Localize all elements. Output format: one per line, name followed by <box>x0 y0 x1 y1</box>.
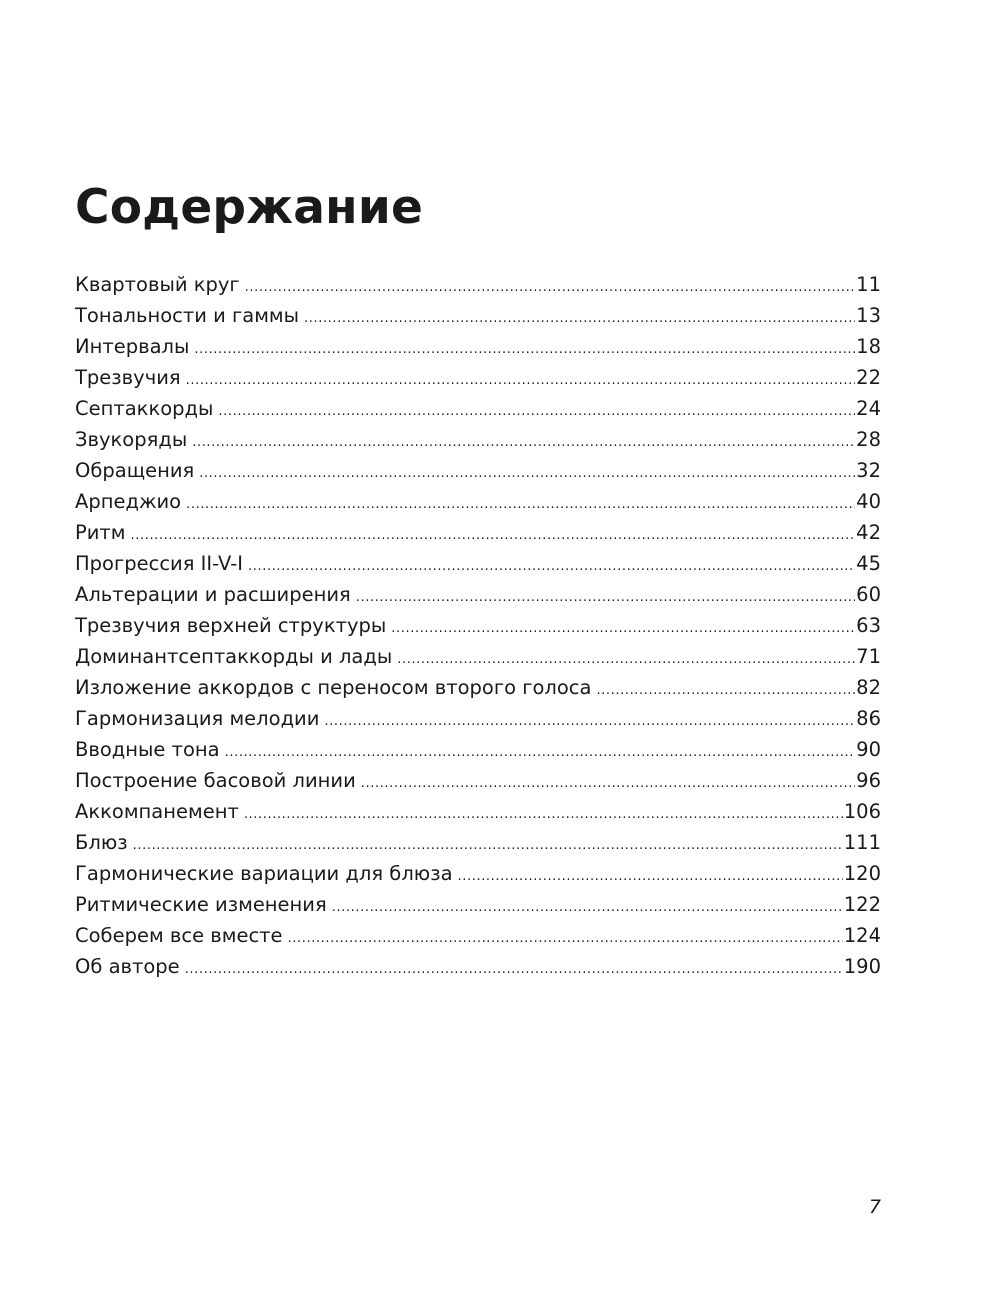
toc-entry[interactable] <box>75 827 881 858</box>
toc-leader-dots <box>332 892 843 923</box>
toc-entry-title: Об авторе <box>75 955 180 978</box>
toc-entry[interactable] <box>75 641 881 672</box>
toc-entry-title: Арпеджио <box>75 490 182 513</box>
toc-entry-title: Трезвучия верхней структуры <box>75 614 387 637</box>
toc-entry-title: Септаккорды <box>75 397 214 420</box>
toc-leader-dots <box>596 675 855 706</box>
toc-entry-page: 32 <box>856 459 881 482</box>
toc-entry[interactable] <box>75 486 881 517</box>
toc-entry-title: Тональности и гаммы <box>75 304 300 327</box>
toc-entry-page: 22 <box>856 366 881 389</box>
toc-entry[interactable] <box>75 579 881 610</box>
toc-entry[interactable] <box>75 610 881 641</box>
toc-leader-dots <box>199 458 855 489</box>
toc-entry[interactable] <box>75 951 881 982</box>
toc-entry[interactable] <box>75 920 881 951</box>
toc-entry[interactable] <box>75 765 881 796</box>
toc-entry-title: Интервалы <box>75 335 190 358</box>
toc-entry[interactable] <box>75 517 881 548</box>
toc-entry-page: 190 <box>843 955 881 978</box>
toc-entry[interactable] <box>75 300 881 331</box>
toc-entry-title: Соберем все вместе <box>75 924 283 947</box>
page-number: 7 <box>868 1196 881 1218</box>
toc-entry-title: Прогрессия II-V-I <box>75 552 244 575</box>
toc-entry-page: 82 <box>856 676 881 699</box>
toc-entry-page: 40 <box>856 490 881 513</box>
toc-leader-dots <box>458 861 843 892</box>
toc-leader-dots <box>218 396 855 427</box>
toc-leader-dots <box>397 644 855 675</box>
toc-entry-page: 13 <box>856 304 881 327</box>
toc-entry-page: 42 <box>856 521 881 544</box>
toc-entry[interactable] <box>75 672 881 703</box>
toc-leader-dots <box>391 613 855 644</box>
toc-entry-title: Изложение аккордов с переносом второго голоса <box>75 676 592 699</box>
toc-leader-dots <box>324 706 855 737</box>
toc-entry-page: 120 <box>843 862 881 885</box>
toc-entry-title: Вводные тона <box>75 738 220 761</box>
toc-leader-dots <box>356 582 855 613</box>
toc-entry[interactable] <box>75 734 881 765</box>
toc-entry-title: Блюз <box>75 831 128 854</box>
toc-entry-page: 28 <box>856 428 881 451</box>
toc-entry-title: Гармонизация мелодии <box>75 707 320 730</box>
toc-entry-page: 11 <box>856 273 881 296</box>
toc-entry-page: 71 <box>856 645 881 668</box>
toc-entry-title: Звукоряды <box>75 428 188 451</box>
toc-entry-title: Аккомпанемент <box>75 800 239 823</box>
toc-entry[interactable] <box>75 393 881 424</box>
toc-entry-page: 106 <box>843 800 881 823</box>
toc-entry-page: 24 <box>856 397 881 420</box>
toc-entry[interactable] <box>75 858 881 889</box>
toc-leader-dots <box>133 830 843 861</box>
toc-entry-page: 18 <box>856 335 881 358</box>
toc-entry[interactable] <box>75 889 881 920</box>
toc-entry-page: 122 <box>843 893 881 916</box>
toc-leader-dots <box>245 272 856 303</box>
toc-leader-dots <box>244 799 843 830</box>
toc-entry-title: Ритмические изменения <box>75 893 327 916</box>
toc-leader-dots <box>361 768 855 799</box>
toc-entry[interactable] <box>75 455 881 486</box>
toc-entry-title: Гармонические вариации для блюза <box>75 862 453 885</box>
toc-entry-page: 63 <box>856 614 881 637</box>
toc-leader-dots <box>186 365 856 396</box>
toc-entry-page: 45 <box>856 552 881 575</box>
toc-entry-title: Альтерации и расширения <box>75 583 351 606</box>
toc-entry-page: 90 <box>856 738 881 761</box>
toc-entry-title: Обращения <box>75 459 195 482</box>
toc-entry[interactable] <box>75 362 881 393</box>
toc-entry[interactable] <box>75 796 881 827</box>
toc-entry[interactable] <box>75 703 881 734</box>
page-title: Содержание <box>75 180 424 235</box>
toc-leader-dots <box>248 551 855 582</box>
toc-leader-dots <box>225 737 856 768</box>
toc-leader-dots <box>288 923 843 954</box>
toc-entry-title: Построение басовой линии <box>75 769 356 792</box>
toc-leader-dots <box>186 489 855 520</box>
toc-entry-page: 124 <box>843 924 881 947</box>
toc-leader-dots <box>194 334 855 365</box>
toc-entry-title: Ритм <box>75 521 126 544</box>
table-of-contents <box>75 269 881 982</box>
toc-entry-title: Квартовый круг <box>75 273 240 296</box>
toc-leader-dots <box>304 303 855 334</box>
toc-entry[interactable] <box>75 269 881 300</box>
toc-leader-dots <box>131 520 856 551</box>
toc-entry-page: 86 <box>856 707 881 730</box>
toc-entry[interactable] <box>75 424 881 455</box>
toc-entry-page: 111 <box>843 831 881 854</box>
toc-entry[interactable] <box>75 548 881 579</box>
toc-entry-title: Трезвучия <box>75 366 181 389</box>
toc-leader-dots <box>192 427 855 458</box>
toc-entry[interactable] <box>75 331 881 362</box>
toc-entry-page: 96 <box>856 769 881 792</box>
toc-entry-title: Доминантсептаккорды и лады <box>75 645 393 668</box>
toc-entry-page: 60 <box>856 583 881 606</box>
toc-leader-dots <box>185 954 843 985</box>
